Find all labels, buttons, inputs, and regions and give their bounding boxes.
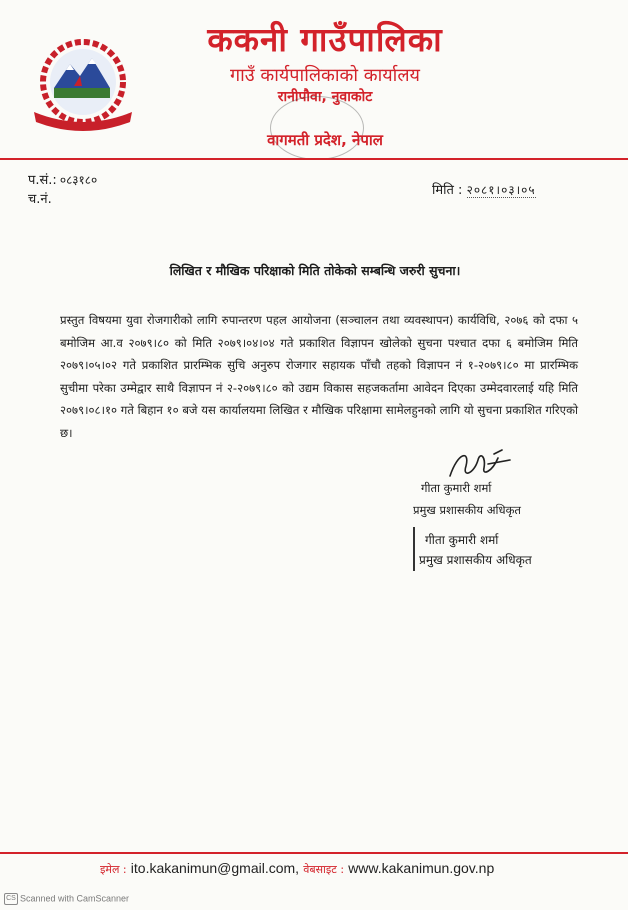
footer-contact	[100, 860, 530, 877]
ref-value: ०८३१८०	[59, 173, 98, 187]
letter-date	[432, 180, 536, 198]
dispatch-number: च.नं.	[28, 192, 52, 207]
website-label: वेबसाइट :	[303, 863, 345, 876]
ref-label: प.सं.:	[28, 173, 57, 188]
address-line-2: वागमती प्रदेश, नेपाल	[267, 131, 383, 149]
signature-icon	[444, 446, 514, 484]
nepal-emblem-icon	[26, 36, 140, 132]
name-seal	[413, 527, 553, 571]
footer-divider	[0, 852, 628, 854]
date-label: मिति :	[432, 183, 463, 198]
email-link[interactable]: ito.kakanimun@gmail.com,	[130, 860, 300, 876]
seal-title: प्रमुख प्रशासकीय अधिकृत	[419, 553, 532, 567]
website-link[interactable]: www.kakanimun.gov.np	[348, 860, 495, 876]
email-label: इमेल :	[100, 863, 127, 876]
date-value: २०८१।०३।०५	[466, 183, 536, 197]
office-name: गाउँ कार्यपालिकाको कार्यालय	[230, 65, 420, 86]
signatory-title: प्रमुख प्रशासकीय अधिकृत	[413, 503, 521, 517]
office-stamp	[270, 96, 364, 160]
seal-name: गीता कुमारी शर्मा	[425, 533, 499, 547]
scanner-watermark	[4, 893, 129, 905]
header-divider	[0, 158, 628, 160]
address-line-1: रानीपौवा, नुवाकोट	[277, 89, 373, 105]
watermark-text: Scanned with CamScanner	[20, 893, 130, 904]
notice-body: प्रस्तुत विषयमा युवा रोजगारीको लागि रुपान्तरण पहल आयोजना (सञ्चालन तथा व्यवस्थापन) कार्यविधि, २०७६ को दफा ५ बमोजिम आ.व २०७९।८० को मिति २०७९।०४।०४ गते प्रकाशित विज्ञापन खोलेको सुचना पश्चात दफा ६ बमोजिम मिति २०७९।०५।०२ गते प्रकाशित प्रारम्भिक सुचि अनुरुप रोजगार सहायक पाँचौ तहको विज्ञापन नं १-२०७९।८० मा प्रारम्भिक सुचीमा परेका उम्मेद्वार साथै विज्ञापन नं २-२०७९।८० को उद्यम विकास सहजकर्तामा आवेदन दिएका उम्मेदवारलाई यहि मिति २०७९।०८।१० गते बिहान १० बजे यस कार्यालयमा लिखित र मौखिक परिक्षामा सामेलहुनको लागि यो सुचना प्रकाशित गरिएको छ।	[60, 313, 578, 440]
signatory-name: गीता कुमारी शर्मा	[421, 481, 492, 495]
municipality-name: ककनी गाउँपालिका	[207, 20, 443, 59]
notice-subject: लिखित र मौखिक परिक्षाको मिति तोकेको सम्बन्धि जरुरी सुचना।	[169, 263, 461, 278]
reference-number	[28, 170, 97, 188]
camscanner-icon: CS	[4, 893, 18, 905]
